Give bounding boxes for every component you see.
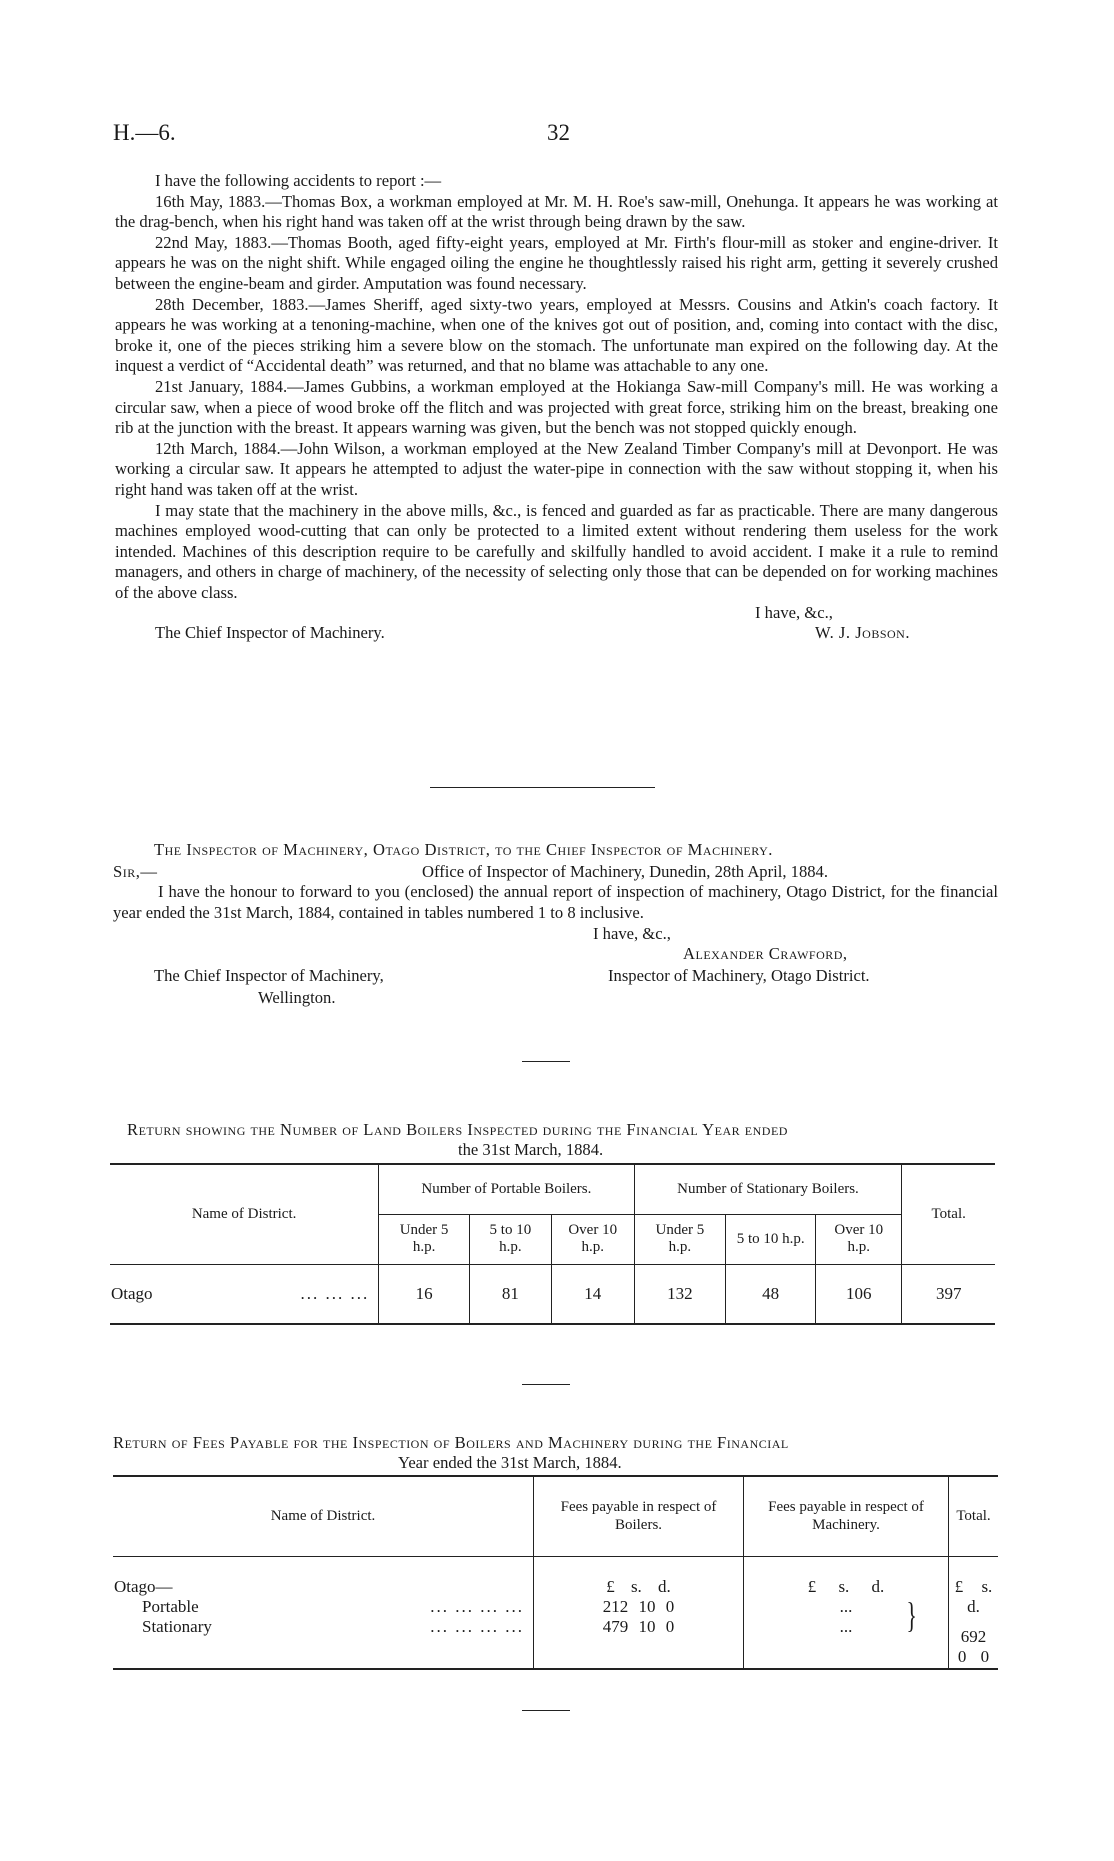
- table2-machinery-cell: [744, 1556, 949, 1669]
- letter-heading: The Inspector of Machinery, Otago District, to the Chief Inspector of Machinery.: [154, 840, 773, 859]
- table1-cell: 81: [469, 1264, 551, 1324]
- table1-district-cell: [110, 1264, 379, 1324]
- fee-amount: ...: [839, 1596, 853, 1616]
- letter-addressee: The Chief Inspector of Machinery,: [154, 966, 384, 985]
- table1-cell: 48: [726, 1264, 816, 1324]
- table1-under-header: Under 5 h.p.: [634, 1214, 726, 1264]
- table1-mid-header: 5 to 10 h.p.: [469, 1214, 551, 1264]
- report-paragraph: 12th March, 1884.—John Wilson, a workman employed at the New Zealand Timber Company's mill at Devonport. He was working a circular saw. It appears he attempted to adjust the water-pipe in connection with the saw without stopping it, when his right hand was taken off at the wrist.: [115, 438, 998, 499]
- section-divider: [522, 1061, 570, 1062]
- letter-location: Office of Inspector of Machinery, Dunedin, 28th April, 1884.: [422, 862, 828, 881]
- leader-dots: ... ... ... ...: [430, 1596, 524, 1616]
- list-item: [114, 1597, 532, 1617]
- table1-under-header: Under 5 h.p.: [379, 1214, 470, 1264]
- report-paragraph: 28th December, 1883.—James Sheriff, aged sixty-two years, employed at Messrs. Cousins and Atkin's coach factory. It appears he was working at a tenoning-machine, when one of the knives got out of position, and, coming into contact with the disc, broke it, one of the pieces striking him a severe blow on the stomach. The unfortunate man expired on the following day. At the inquest a verdict of “Accidental death” was returned, and that no blame was attachable to any one.: [115, 294, 998, 376]
- table1-cell: 132: [634, 1264, 726, 1324]
- table1-total-header: Total.: [931, 1205, 966, 1222]
- table1-title: Return showing the Number of Land Boilers Inspected during the Financial Year ended: [127, 1120, 788, 1139]
- total-amount: 692 0 0: [957, 1626, 990, 1666]
- district-name: Otago: [111, 1283, 153, 1303]
- table1-title-continued: the 31st March, 1884.: [458, 1140, 604, 1159]
- money-heading: £ s. d.: [954, 1576, 993, 1616]
- report-paragraph: I may state that the machinery in the above mills, &c., is fenced and guarded as far as practicable. There are many dangerous machines employed wood-cutting that can only be protected to a limited extent without rendering them useless for the work intended. Machines of this description require to be carefully and skilfully handled to avoid accident. I make it a rule to remind managers, and others in charge of machinery, of the necessity of selecting only those that can be depended on for working machines of the above class.: [115, 500, 998, 602]
- table1-district-header: Name of District.: [110, 1164, 379, 1264]
- fee-amount: ...: [839, 1616, 853, 1636]
- table2-total-cell: [949, 1556, 999, 1669]
- letter-addressee-city: Wellington.: [258, 988, 336, 1007]
- table2-machinery-header: Fees payable in respect of Machinery.: [744, 1476, 949, 1556]
- report-closing: I have, &c.,: [755, 603, 833, 623]
- section-divider: [522, 1710, 570, 1711]
- letter-closing: I have, &c.,: [593, 924, 671, 943]
- section-divider: [522, 1384, 570, 1385]
- leader-dots: ... ... ... ...: [430, 1616, 524, 1636]
- table-row: [110, 1264, 995, 1324]
- letter-signature-title: Inspector of Machinery, Otago District.: [608, 966, 870, 985]
- table2-boilers-cell: [534, 1556, 744, 1669]
- report-paragraph: 16th May, 1883.—Thomas Box, a workman employed at Mr. M. H. Roe's saw-mill, Onehunga. It appears he was working at the drag-bench, when his right hand was taken off at the wrist through being drawn by the saw.: [115, 191, 998, 232]
- letter-body: I have the honour to forward to you (enclosed) the annual report of inspection of machinery, Otago District, for the financial year ended the 31st March, 1884, contained in tables numbered 1 to 8 inclusive.: [113, 882, 998, 922]
- boilers-inspected-table: [110, 1163, 995, 1325]
- table1-mid-header: 5 to 10 h.p.: [726, 1214, 816, 1264]
- table2-title-continued: Year ended the 31st March, 1884.: [398, 1453, 622, 1472]
- table1-cell: 16: [379, 1264, 470, 1324]
- report-paragraph: 21st January, 1884.—James Gubbins, a workman employed at the Hokianga Saw-mill Company's mill. He was working a circular saw, when a piece of wood broke off the flitch and was projected with great force, striking him on the breast, breaking one rib at the junction with the breast. It appears warning was given, but the bench was not stopped quickly enough.: [115, 376, 998, 438]
- district-name: Otago—: [114, 1576, 173, 1596]
- page-code: H.—6.: [113, 120, 176, 145]
- fee-amount: 479 10 0: [602, 1616, 675, 1636]
- table1-cell: 14: [551, 1264, 634, 1324]
- list-item: [114, 1617, 532, 1637]
- table2-title: Return of Fees Payable for the Inspection of Boilers and Machinery during the Financial: [113, 1433, 789, 1452]
- report-intro: I have the following accidents to report :—: [155, 171, 442, 190]
- table1-stationary-header: Number of Stationary Boilers.: [634, 1164, 902, 1214]
- money-heading: £ s. d.: [606, 1576, 671, 1596]
- table1-over-header: Over 10 h.p.: [816, 1214, 902, 1264]
- fees-payable-table: [113, 1475, 998, 1670]
- table1-portable-header: Number of Portable Boilers.: [379, 1164, 634, 1214]
- report-signature: W. J. Jobson.: [815, 623, 910, 643]
- table2-district-header: Name of District.: [113, 1476, 534, 1556]
- table1-over-header: Over 10 h.p.: [551, 1214, 634, 1264]
- table1-cell: 106: [816, 1264, 902, 1324]
- report-paragraph: 22nd May, 1883.—Thomas Booth, aged fifty-eight years, employed at Mr. Firth's flour-mill as stoker and engine-driver. It appears he was on the night shift. While engaged oiling the engine he thoughtlessly raised his right arm, getting it severely crushed between the engine-beam and girder. Amputation was found necessary.: [115, 232, 998, 293]
- report-addressee: The Chief Inspector of Machinery.: [155, 623, 385, 643]
- letter-signature-name: Alexander Crawford,: [683, 944, 848, 963]
- brace: }: [906, 1594, 917, 1635]
- table2-total-header: Total.: [956, 1507, 991, 1524]
- money-heading: £ s. d.: [807, 1576, 885, 1596]
- table1-total-cell: 397: [935, 1283, 962, 1303]
- table2-district-cell: [113, 1556, 534, 1669]
- table2-boilers-header: Fees payable in respect of Boilers.: [534, 1476, 744, 1556]
- page-number: 32: [547, 120, 570, 145]
- accident-report: [115, 171, 998, 643]
- letter-salutation: Sir,—: [113, 862, 158, 881]
- fee-row-label: Portable: [142, 1596, 199, 1616]
- section-divider: [430, 787, 655, 788]
- leader-dots: ... ... ...: [300, 1283, 370, 1303]
- fee-row-label: Stationary: [142, 1616, 212, 1636]
- fee-amount: 212 10 0: [602, 1596, 675, 1616]
